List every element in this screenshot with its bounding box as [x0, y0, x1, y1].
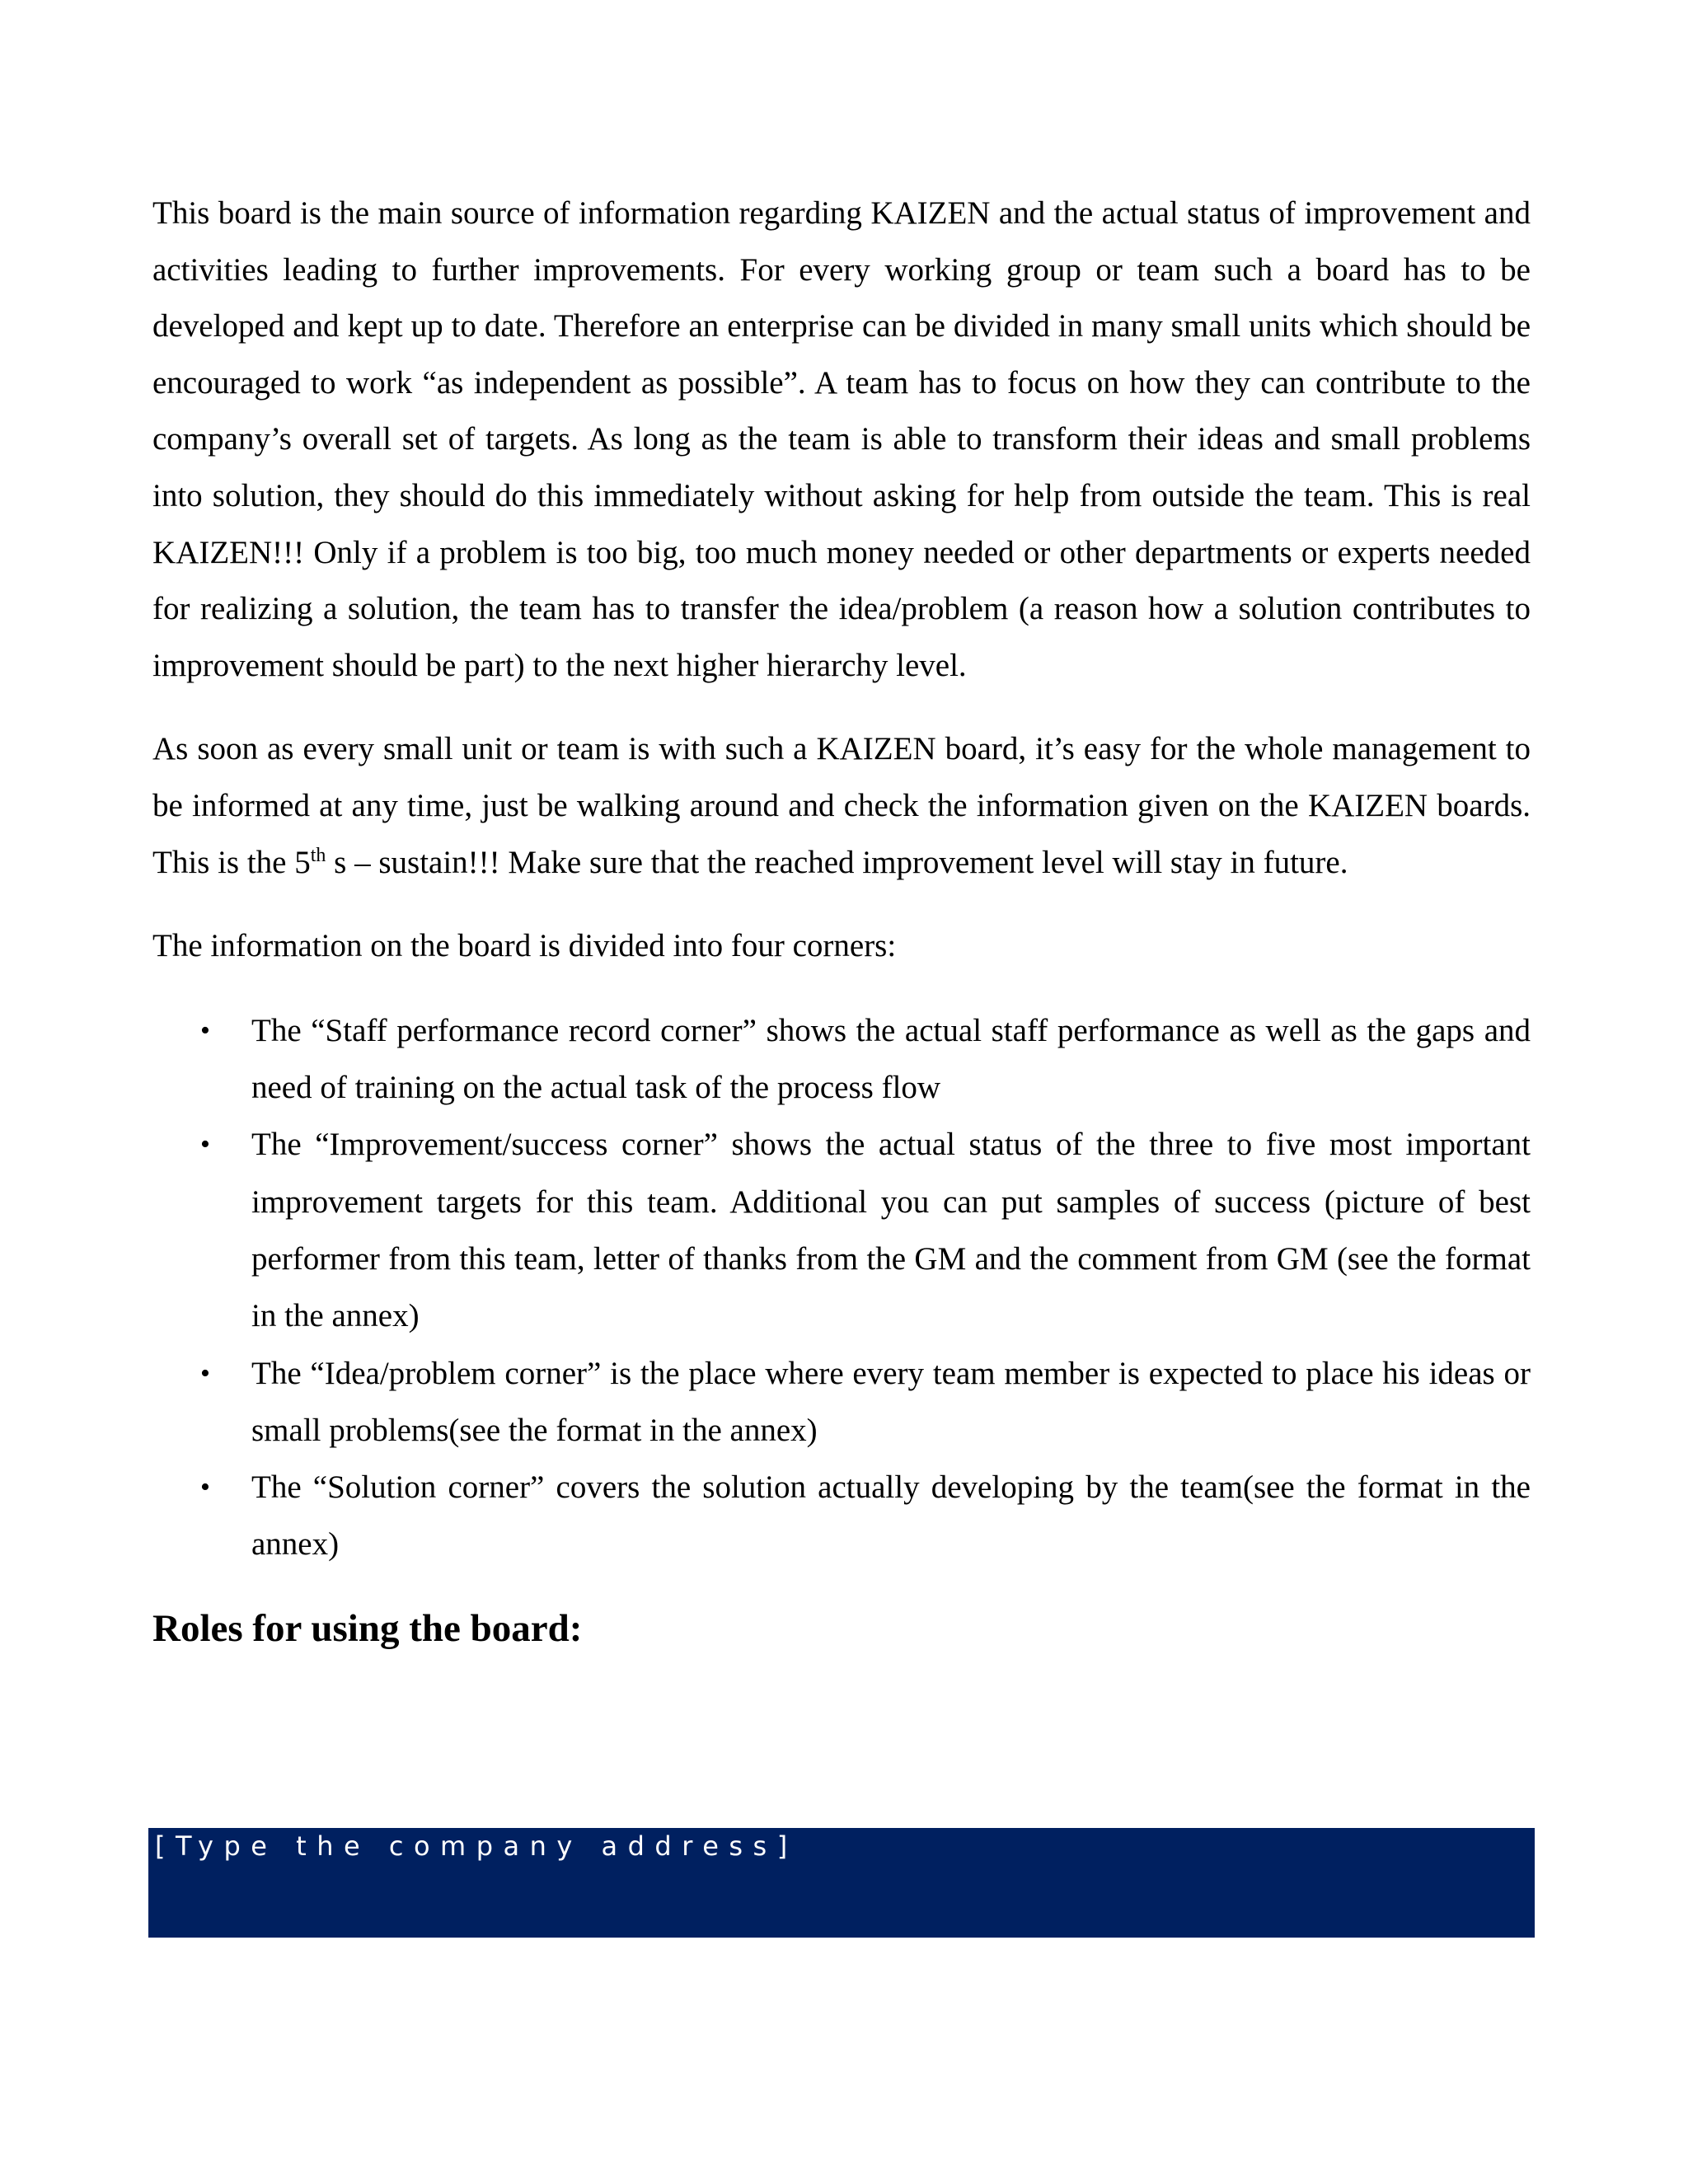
paragraph-sustain-text-end: s – sustain!!! Make sure that the reached improvement level will stay in future.	[326, 844, 1348, 880]
superscript-th: th	[310, 844, 326, 866]
corners-list	[152, 1002, 1531, 1573]
list-item-text: The “Solution corner” covers the solution actually developing by the team(see the format in the annex)	[251, 1469, 1531, 1563]
document-body	[152, 185, 1531, 1661]
paragraph-sustain	[152, 721, 1531, 891]
company-address-placeholder[interactable]: [Type the company address]	[155, 1830, 798, 1862]
list-item-text: The “Improvement/success corner” shows the actual status of the three to five most important improvement targets for this team. Additional you can put samples of success (picture of best performer from this team, letter of thanks from the GM and the comment from GM (see the format in the annex)	[251, 1127, 1531, 1334]
list-item-improvement-success	[152, 1116, 1531, 1344]
bullet-icon: •	[200, 1129, 210, 1160]
paragraph-intro: This board is the main source of information regarding KAIZEN and the actual status of improvement and activities leading to further improvements. For every working group or team such a board has to be developed and kept up to date. Therefore an enterprise can be divided in many small units which should be encouraged to work “as independent as possible”. A team has to focus on how they can contribute to the company’s overall set of targets. As long as the team is able to transform their ideas and small problems into solution, they should do this immediately without asking for help from outside the team. This is real KAIZEN!!! Only if a problem is too big, too much money needed or other departments or experts needed for realizing a solution, the team has to transfer the idea/problem (a reason how a solution contributes to improvement should be part) to the next higher hierarchy level.	[152, 195, 1531, 683]
list-item-text: The “Idea/problem corner” is the place where every team member is expected to place his ideas or small problems(see the format in the annex)	[251, 1355, 1531, 1448]
list-item-text: The “Staff performance record corner” shows the actual staff performance as well as the gaps and need of training on the actual task of the process flow	[251, 1012, 1531, 1106]
footer-address-bar	[148, 1828, 1535, 1938]
paragraph-four-corners: The information on the board is divided into four corners:	[152, 928, 897, 964]
paragraph-sustain-text: As soon as every small unit or team is with such a KAIZEN board, it’s easy for the whole management to be informed at any time, just be walking around and check the information given on the KAIZEN boards. This is the 5	[152, 731, 1531, 880]
bullet-icon: •	[200, 1015, 210, 1046]
list-item-idea-problem	[152, 1345, 1531, 1460]
section-heading: Roles for using the board:	[152, 1606, 583, 1650]
list-item-solution	[152, 1459, 1531, 1573]
bullet-icon: •	[200, 1472, 210, 1503]
bullet-icon: •	[200, 1357, 210, 1389]
list-item-staff-performance	[152, 1002, 1531, 1117]
